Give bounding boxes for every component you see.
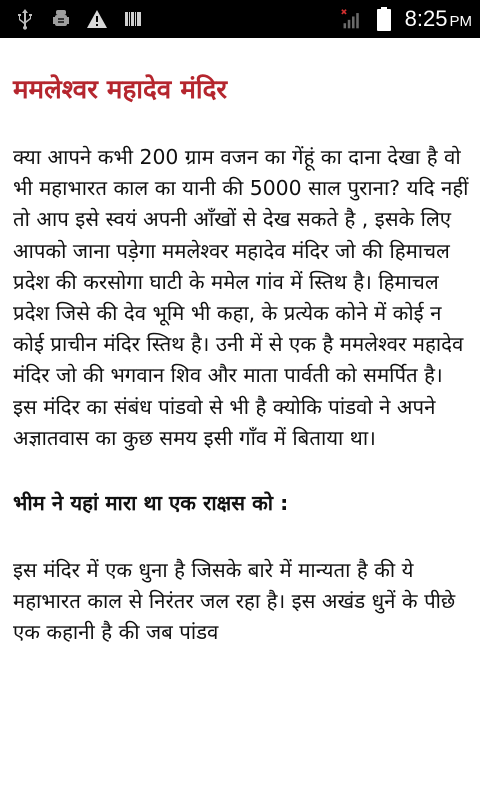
status-bar: [0, 0, 480, 38]
usb-icon: [14, 8, 36, 30]
battery-icon: [373, 8, 395, 30]
article-title: ममलेश्वर महादेव मंदिर: [13, 75, 228, 105]
article-paragraph: इस मंदिर में एक धुना है जिसके बारे में मान्यता है की ये महाभारत काल से निरंतर जल रहा है। इस अखंड धुनें के पीछे एक कहानी है की जब पांडव: [13, 558, 456, 645]
clock: 8:25 PM: [404, 6, 472, 31]
article-subheading: भीम ने यहां मारा था एक राक्षस को :: [13, 491, 289, 516]
system-icons: [341, 6, 472, 32]
article-content: [13, 38, 469, 649]
android-debug-icon: [50, 8, 72, 30]
signal-no-service-icon: [341, 8, 363, 30]
article-paragraph: क्या आपने कभी 200 ग्राम वजन का गेंहूं का दाना देखा है वो भी महाभारत काल का यानी की 5000 साल पुराना? यदि नहीं तो आप इसे स्वयं अपनी आँखों से देख सकते है , इसके लिए आपको जाना पड़ेगा ममलेश्वर महादेव मंदिर जो की हिमाचल प्रदेश की करसोगा घाटी के ममेल गांव में स्तिथ है। हिमाचल प्रदेश जिसे की देव भूमि भी कहा, के प्रत्येक कोने में कोई न कोई प्राचीन मंदिर स्तिथ है। उनी में से एक है ममलेश्वर महादेव मंदिर जो की भगवान शिव और माता पार्वती को समर्पित है। इस मंदिर का संबंध पांडवो से भी है क्योकि पांडवो ने अपने अज्ञातवास का कुछ समय इसी गाँव में बिताया था।: [13, 145, 469, 450]
barcode-icon: [122, 8, 144, 30]
warning-icon: [86, 8, 108, 30]
notification-icons: [14, 8, 144, 30]
